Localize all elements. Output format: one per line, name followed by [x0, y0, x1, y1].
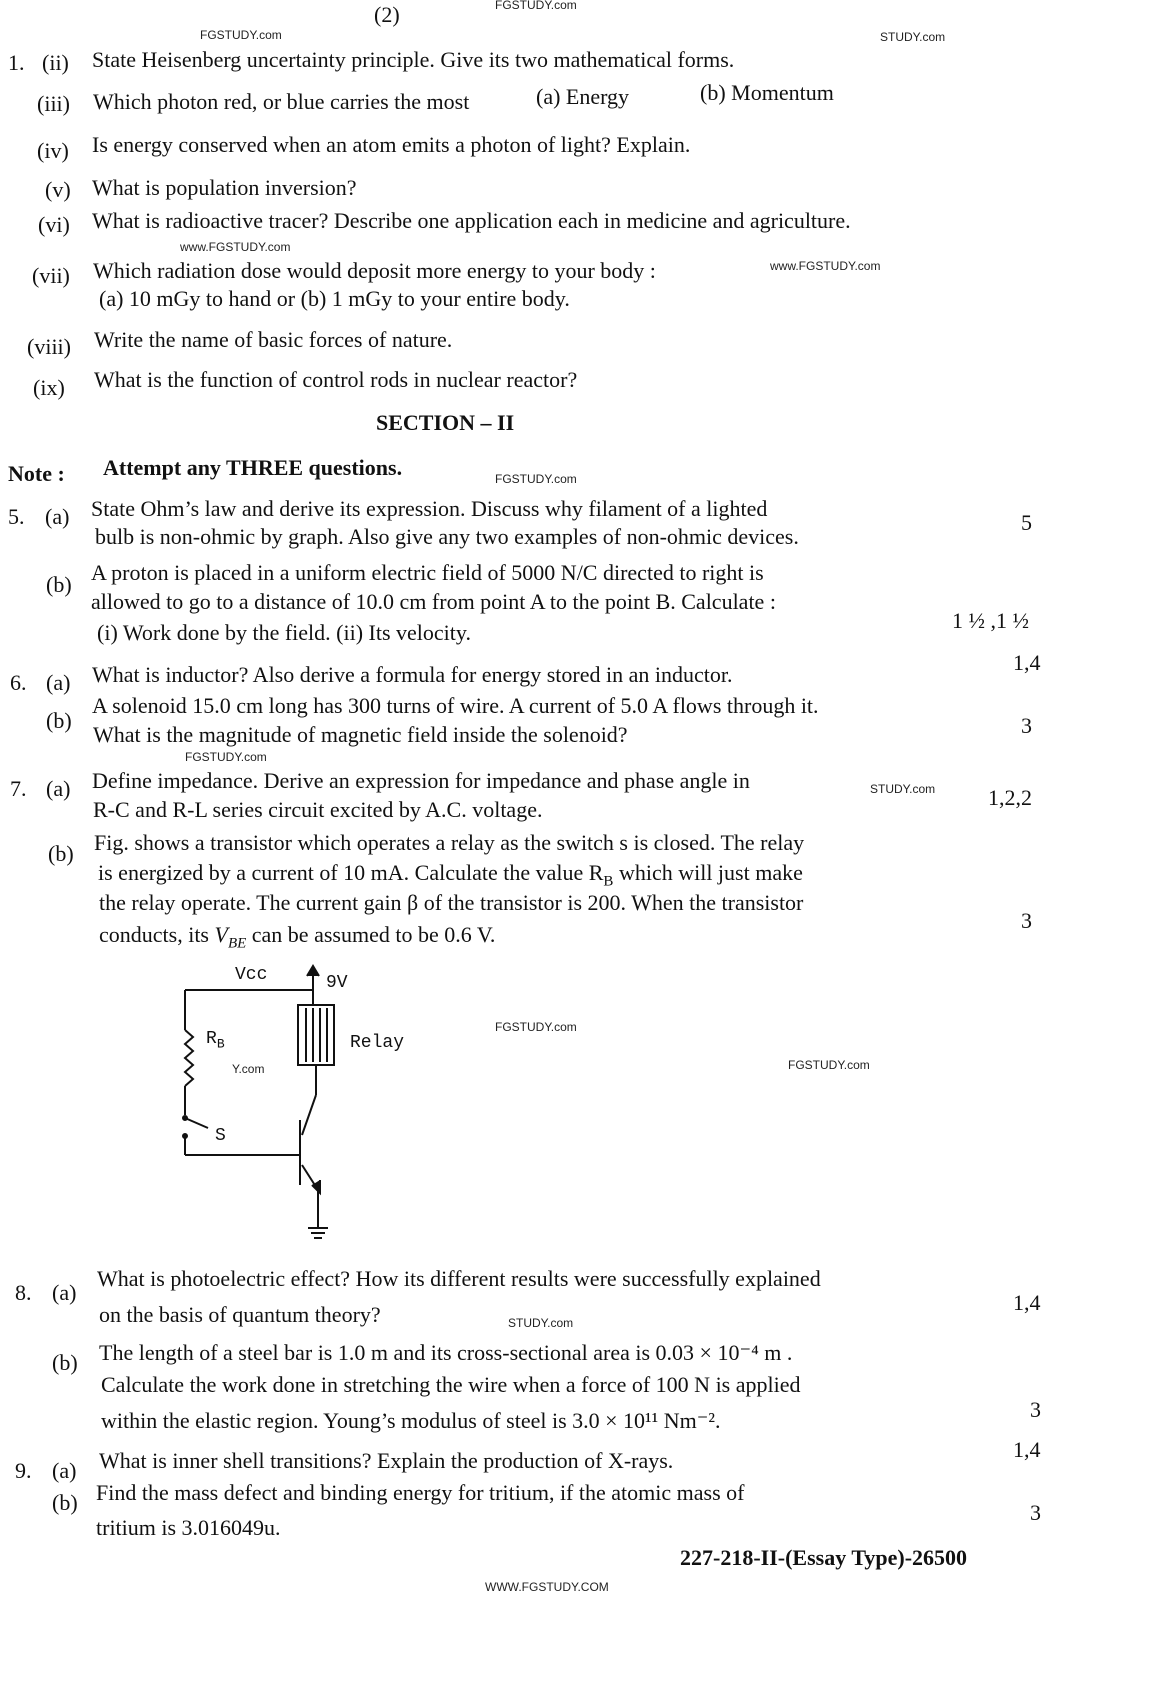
- watermark: STUDY.com: [508, 1316, 574, 1330]
- part-label: (a): [46, 670, 71, 695]
- watermark: WWW.FGSTUDY.COM: [485, 1580, 609, 1594]
- watermark: STUDY.com: [880, 30, 946, 44]
- part-text: within the elastic region. Young’s modulus of steel is 3.0 × 10¹¹ Nm⁻².: [101, 1408, 721, 1433]
- part-text: Calculate the work done in stretching the wire when a force of 100 N is applied: [101, 1372, 801, 1397]
- part-text: The length of a steel bar is 1.0 m and its cross-sectional area is 0.03 × 10⁻⁴ m .: [99, 1340, 793, 1365]
- item-label: (ix): [33, 375, 65, 400]
- watermark: www.FGSTUDY.com: [770, 259, 881, 273]
- watermark: FGSTUDY.com: [495, 0, 577, 12]
- part-text: conducts, its $V_{BE}$ can be assumed to be 0.6 V.: [99, 922, 496, 952]
- item-label: (ii): [42, 50, 69, 75]
- part-text: What is photoelectric effect? How its different results were successfully explained: [97, 1266, 821, 1291]
- item-label: (vi): [38, 212, 70, 237]
- page-number: (2): [374, 2, 400, 27]
- part-label: (b): [52, 1490, 78, 1515]
- marks: 1,2,2: [988, 785, 1032, 810]
- marks: 1,4: [1013, 650, 1041, 675]
- marks: 3: [1021, 713, 1032, 738]
- part-label: (a): [46, 776, 71, 801]
- marks: 3: [1030, 1397, 1041, 1422]
- item-label: (vii): [32, 263, 70, 288]
- watermark: FGSTUDY.com: [495, 1020, 577, 1034]
- marks: 1,4: [1013, 1437, 1041, 1462]
- item-text: What is population inversion?: [92, 175, 357, 200]
- question-number: 8.: [15, 1280, 32, 1305]
- question-number: 1.: [8, 50, 25, 75]
- item-text: Which photon red, or blue carries the most: [93, 89, 470, 114]
- part-text: Fig. shows a transistor which operates a relay as the switch s is closed. The relay: [94, 830, 805, 855]
- vcc-label: Vcc: [235, 965, 268, 985]
- part-text: A proton is placed in a uniform electric field of 5000 N/C directed to right is: [91, 560, 764, 585]
- item-label: (iv): [37, 138, 69, 163]
- item-label: (v): [45, 177, 71, 202]
- switch-label: S: [215, 1126, 226, 1146]
- option-a: (a) Energy: [536, 84, 630, 109]
- part-label: (b): [46, 572, 72, 597]
- part-label: (a): [45, 504, 70, 529]
- part-text: Define impedance. Derive an expression for impedance and phase angle in: [92, 768, 750, 793]
- marks: 5: [1021, 510, 1032, 535]
- watermark: www.FGSTUDY.com: [180, 240, 291, 254]
- part-text: What is the magnitude of magnetic field inside the solenoid?: [93, 722, 628, 747]
- relay-label: Relay: [350, 1033, 405, 1053]
- paper-code: 227-218-II-(Essay Type)-26500: [680, 1545, 968, 1570]
- question-number: 7.: [10, 776, 27, 801]
- watermark: FGSTUDY.com: [788, 1058, 870, 1072]
- part-text: What is inner shell transitions? Explain the production of X-rays.: [99, 1448, 674, 1473]
- note-text: Attempt any THREE questions.: [103, 455, 403, 480]
- supply-voltage-label: 9V: [326, 973, 348, 993]
- marks: 1,4: [1013, 1290, 1041, 1315]
- part-text: What is inductor? Also derive a formula for energy stored in an inductor.: [92, 662, 733, 687]
- watermark: FGSTUDY.com: [185, 750, 267, 764]
- marks: 3: [1021, 908, 1032, 933]
- part-label: (b): [46, 708, 72, 733]
- item-subtext: (a) 10 mGy to hand or (b) 1 mGy to your entire body.: [99, 286, 570, 311]
- watermark: STUDY.com: [870, 782, 936, 796]
- watermark: FGSTUDY.com: [200, 28, 282, 42]
- watermark: Y.com: [232, 1062, 265, 1076]
- part-text: R-C and R-L series circuit excited by A.C. voltage.: [93, 797, 543, 822]
- part-text: (i) Work done by the field. (ii) Its velocity.: [97, 620, 471, 645]
- item-text: Write the name of basic forces of nature.: [94, 327, 453, 352]
- part-text: Find the mass defect and binding energy for tritium, if the atomic mass of: [96, 1480, 745, 1505]
- part-text: allowed to go to a distance of 10.0 cm from point A to the point B. Calculate :: [91, 589, 776, 614]
- item-label: (iii): [37, 91, 70, 116]
- part-label: (a): [52, 1458, 77, 1483]
- part-text: bulb is non-ohmic by graph. Also give any two examples of non-ohmic devices.: [95, 524, 799, 549]
- question-number: 6.: [10, 670, 27, 695]
- item-text: State Heisenberg uncertainty principle. Give its two mathematical forms.: [92, 47, 735, 72]
- section-title: SECTION – II: [376, 410, 515, 435]
- part-label: (b): [52, 1350, 78, 1375]
- rb-label: $R_B$: [206, 1029, 225, 1052]
- item-text: Which radiation dose would deposit more energy to your body :: [93, 258, 656, 283]
- question-number: 9.: [15, 1458, 32, 1483]
- option-b: (b) Momentum: [700, 80, 834, 105]
- item-text: What is radioactive tracer? Describe one application each in medicine and agriculture.: [92, 208, 851, 233]
- part-text: A solenoid 15.0 cm long has 300 turns of wire. A current of 5.0 A flows through it.: [92, 693, 819, 718]
- item-text: What is the function of control rods in nuclear reactor?: [94, 367, 578, 392]
- marks: 3: [1030, 1500, 1041, 1525]
- note-label: Note :: [8, 461, 65, 486]
- part-text: State Ohm’s law and derive its expression. Discuss why filament of a lighted: [91, 496, 768, 521]
- part-text: on the basis of quantum theory?: [99, 1302, 381, 1327]
- part-label: (a): [52, 1280, 77, 1305]
- item-label: (viii): [27, 334, 71, 359]
- part-label: (b): [48, 841, 74, 866]
- part-text: is energized by a current of 10 mA. Calculate the value $R_B$ which will just make: [98, 860, 803, 890]
- question-number: 5.: [8, 504, 25, 529]
- item-text: Is energy conserved when an atom emits a photon of light? Explain.: [92, 132, 691, 157]
- watermark: FGSTUDY.com: [495, 472, 577, 486]
- part-text: tritium is 3.016049u.: [96, 1515, 281, 1540]
- part-text: the relay operate. The current gain β of the transistor is 200. When the transistor: [99, 890, 804, 915]
- marks: 1 ½ ,1 ½: [952, 608, 1029, 633]
